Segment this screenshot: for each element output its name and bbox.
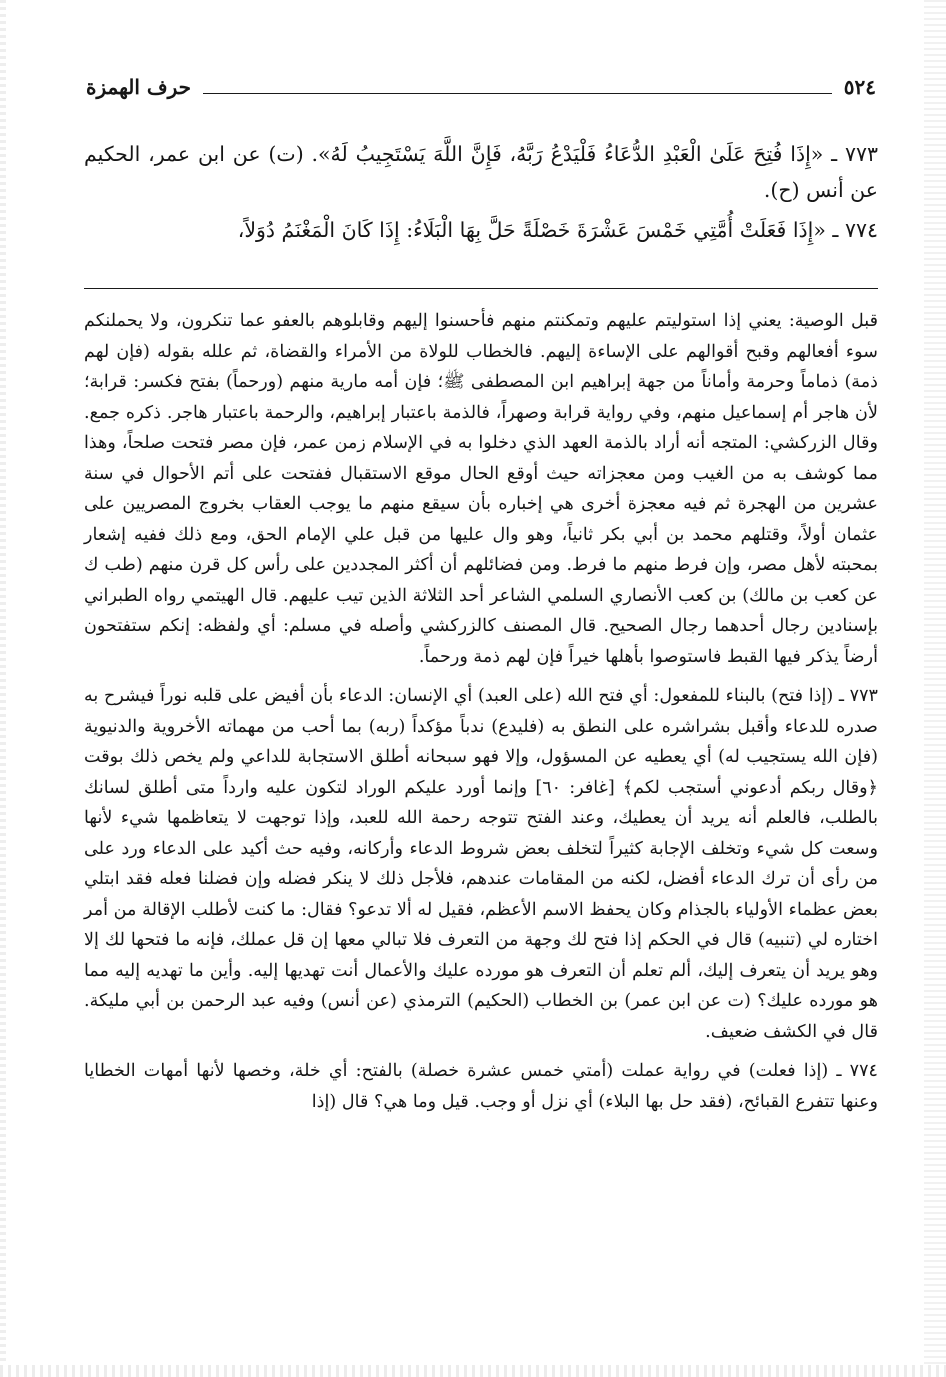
commentary-block [84, 306, 878, 1117]
commentary-paragraph-773: ٧٧٣ ـ (إذا فتح) بالبناء للمفعول: أي فتح الله (على العبد) أي الإنسان: الدعاء بأن أفيض على قلبه نوراً فيشرح به صدره للدعاء وأقبل بشراشره على النطق به (فليدع) ندباً مؤكداً (ربه) بما أحب من مهماته الأخروية والدنيوية (فإن الله يستجيب له) أي يعطيه عن المسؤول، وإلا فهو سبحانه أطلق الاستجابة للداعي ولم يخص ذلك بوقت ﴿وقال ربكم أدعوني أستجب لكم﴾ [غافر: ٦٠] وإنما أورد عليكم الوراد لتكون عليه وارداً متى أطلق لسانك بالطلب، فالعلم أنه يريد أن يعطيك، وعند الفتح تتوجه رحمة الله للعبد، وإذا توجهت لا يتعاظمها شيء لأنها وسعت كل شيء وتخلف الإجابة كثيراً لتخلف بعض شروط الدعاء وأركانه، وفيه حث أكيد على الدعاء ورد على من رأى أن ترك الدعاء أفضل، لكنه من المقامات عندهم، فلأجل ذلك لا ينكر فضله وإن فضلنا فعله فقد ابتلي بعض عظماء الأولياء بالجذام وكان يحفظ الاسم الأعظم، فقيل له ألا تدعو؟ فقال: ما كنت لأطلب الإقالة من أمر اختاره لي (تنبيه) قال في الحكم إذا فتح لك وجهة من التعرف فلا تبالي معها إن قل عملك، فإنه ما فتحها لك إلا وهو يريد أن يتعرف إليك، ألم تعلم أن التعرف هو مورده عليك والأعمال أنت تهديها إليه. وأين ما تهديه إليه مما هو مورده عليك؟ (ت عن ابن عمر) بن الخطاب (الحكيم) الترمذي (عن أنس) وفيه عبد الرحمن بن أبي مليكة. قال في الكشف ضعيف. [84, 686, 878, 1042]
hadith-773: ٧٧٣ ـ «إِذَا فُتِحَ عَلَىٰ الْعَبْدِ الدُّعَاءُ فَلْيَدْعُ رَبَّهُ، فَإِنَّ اللَّهَ يَسْتَجِيبُ لَهُ». (ت) عن ابن عمر، الحكيم عن أنس (ح). [84, 142, 878, 202]
scan-border-bottom [0, 1365, 946, 1377]
scan-border-left [0, 0, 6, 1377]
commentary-paragraph-774: ٧٧٤ ـ (إذا فعلت) في رواية عملت (أمتي خمس عشرة خصلة) بالفتح: أي خلة، وخصها لأنها أمهات الخطايا وعنها تتفرع القبائح، (فقد حل بها البلاء) أي نزل أو وجب. قيل وما هي؟ قال (إذا [84, 1061, 878, 1112]
running-header [86, 74, 876, 100]
commentary-paragraph-continued: قبل الوصية: يعني إذا استوليتم عليهم وتمكنتم منهم فأحسنوا إليهم وقابلوهم بالعفو عما تنكرون، ولا يحملنكم سوء أفعالهم وقبح أقوالهم على الإساءة إليهم. فالخطاب للولاة من الأمراء والقضاة، ثم علله بقوله (فإن لهم ذمة) ذماماً وحرمة وأماناً من جهة إبراهيم ابن المصطفى ﷺ؛ فإن أمه مارية منهم (ورحماً) بفتح فكسر: قرابة؛ لأن هاجر أم إسماعيل منهم، وفي رواية قرابة وصهراً، فالذمة باعتبار إبراهيم، والرحمة باعتبار هاجر. ذكره جمع. وقال الزركشي: المتجه أنه أراد بالذمة العهد الذي دخلوا به في الإسلام زمن عمر، فإن مصر فتحت صلحاً، وهذا مما كوشف به من الغيب ومن معجزاته حيث أوقع الحال موقع الاستقبال ففتحت على أتم الأحوال في سنة عشرين من الهجرة ثم فيه معجزة أخرى هي إخباره بأن سيقع منهم ما يوجب العقاب بخروج المصريين على عثمان أولاً، وقتلهم محمد بن أبي بكر ثانياً، وهو وال عليها من قبل علي الإمام الحق، ومع ذلك ففيه إشعار بمحبته لأهل مصر، وإن فرط منهم ما فرط. ومن فضائلهم أن أكثر المجددين على رأس كل قرن منهم (طب ك عن كعب بن مالك) بن كعب الأنصاري السلمي الشاعر أحد الثلاثة الذين تيب عليهم. قال الهيتمي رواه الطبراني بإسنادين رجال أحدهما رجال الصحيح. قال المصنف كالزركشي وأصله في مسلم: أي ولفظه: إنكم ستفتحون أرضاً يذكر فيها القبط فاستوصوا بأهلها خيراً فإن لهم ذمة ورحماً. [84, 311, 878, 667]
hadith-text-block [84, 136, 878, 252]
header-rule [203, 81, 832, 94]
page-number: ٥٢٤ [843, 75, 876, 99]
hadith-774: ٧٧٤ ـ «إِذَا فَعَلَتْ أُمَّتِي خَمْسَ عَشْرَةَ خَصْلَةً حَلَّ بِهَا الْبَلَاءُ: إِذَا كَانَ الْمَغْنَمُ دُوَلاً، [237, 218, 878, 242]
chapter-title: حرف الهمزة [86, 75, 192, 99]
scan-border-right [924, 0, 946, 1377]
commentary-separator [84, 288, 878, 289]
